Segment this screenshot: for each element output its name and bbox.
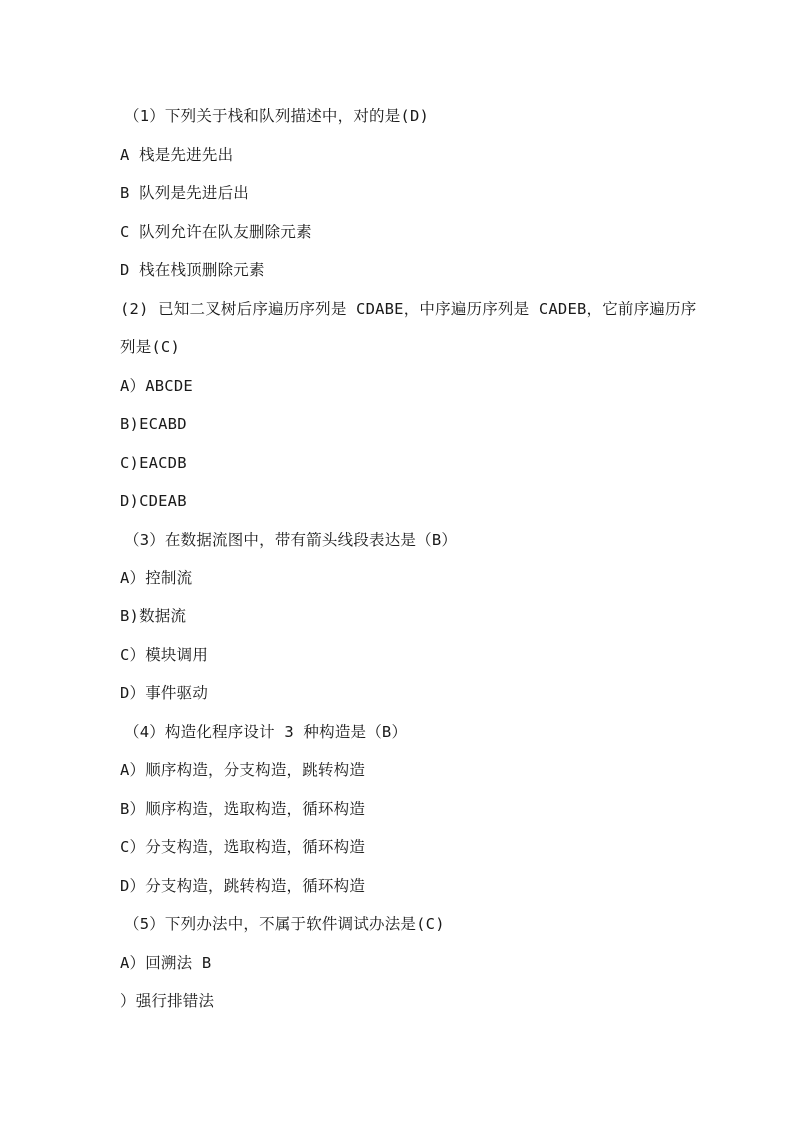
option-2a: A）ABCDE — [120, 377, 193, 395]
question-3: （3）在数据流图中，带有箭头线段表达是（B） — [124, 531, 458, 549]
option-4a: A）顺序构造，分支构造，跳转构造 — [120, 761, 366, 779]
option-5b: ）强行排错法 — [120, 992, 215, 1010]
question-5: （5）下列办法中，不属于软件调试办法是(C) — [124, 915, 445, 933]
option-1b: B 队列是先进后出 — [120, 184, 249, 202]
option-4b: B）顺序构造，选取构造，循环构造 — [120, 800, 366, 818]
option-3b: B)数据流 — [120, 607, 187, 625]
option-3d: D）事件驱动 — [120, 684, 209, 702]
question-1: （1）下列关于栈和队列描述中，对的是(D) — [124, 107, 430, 125]
option-1d: D 栈在栈顶删除元素 — [120, 261, 265, 279]
option-3a: A）控制流 — [120, 569, 193, 587]
option-2d: D)CDEAB — [120, 492, 187, 510]
option-2b: B)ECABD — [120, 415, 187, 433]
option-5a: A）回溯法 B — [120, 954, 212, 972]
option-3c: C）模块调用 — [120, 646, 209, 664]
option-1c: C 队列允许在队友删除元素 — [120, 223, 312, 241]
option-4c: C）分支构造，选取构造，循环构造 — [120, 838, 366, 856]
question-2-cont: 列是(C) — [120, 338, 180, 356]
option-1a: A 栈是先进先出 — [120, 146, 234, 164]
option-4d: D）分支构造，跳转构造，循环构造 — [120, 877, 366, 895]
question-4: （4）构造化程序设计 3 种构造是（B） — [124, 723, 408, 741]
question-2: (2) 已知二叉树后序遍历序列是 CDABE，中序遍历序列是 CADEB，它前序遍历序 — [120, 300, 697, 318]
option-2c: C)EACDB — [120, 454, 187, 472]
